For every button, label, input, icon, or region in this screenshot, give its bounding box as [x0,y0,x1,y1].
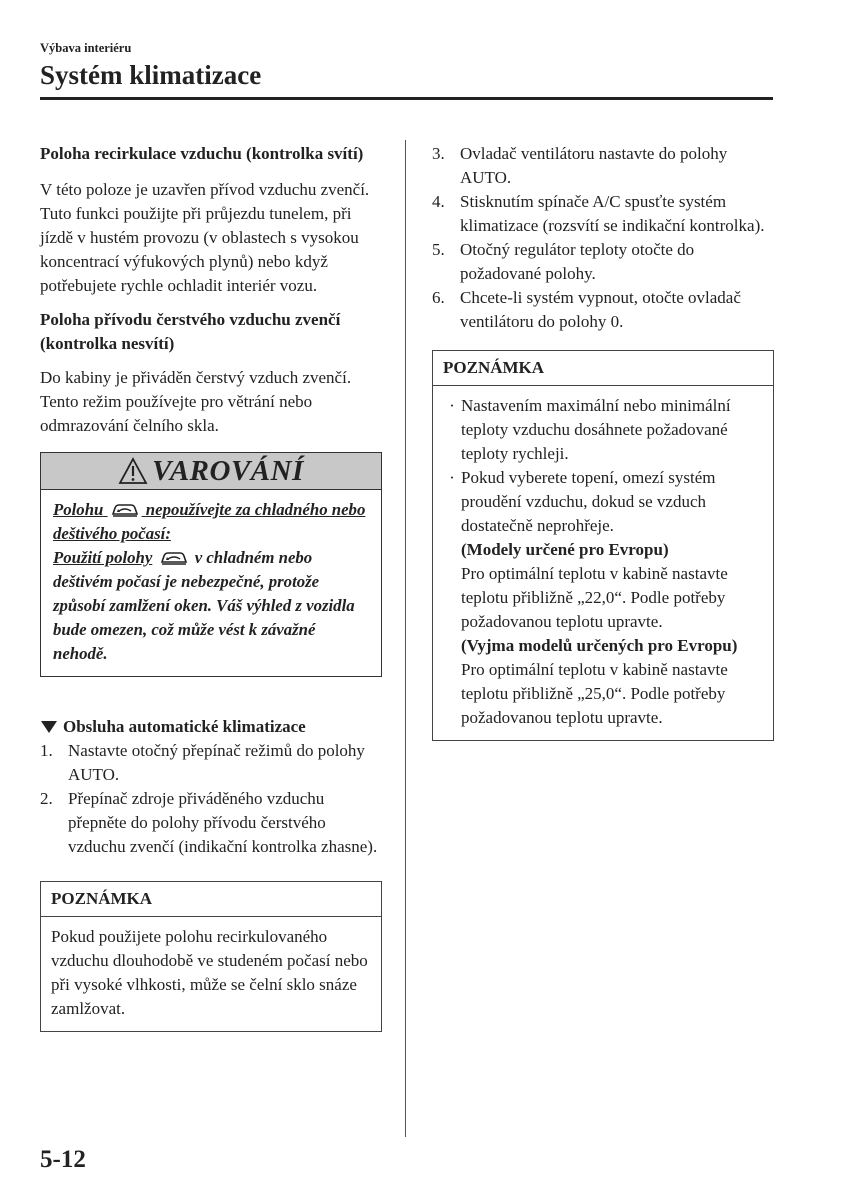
note-title: POZNÁMKA [433,351,773,386]
step-text: Stisknutím spínače A/C spusťte systém klimatizace (rozsvítí se indikační kontrolka). [460,192,765,235]
warning-line1-end: nepoužívejte za chladného nebo deštivého počasí: [53,500,366,543]
triangle-down-icon [41,721,57,733]
recirculation-car-icon [159,548,189,566]
step-number: 3. [432,144,445,163]
step-text: Přepínač zdroje přiváděného vzduchu přepněte do polohy přívodu čerstvého vzduchu zvenčí (indikační kontrolka zhasne). [68,789,378,856]
right-column [432,142,774,741]
warning-body [41,490,381,676]
warning-title: VAROVÁNÍ [152,455,304,487]
header-rule [40,97,773,100]
non-europe-text: Pro optimální teplotu v kabině nastavte teplotu přibližně „25,0“. Podle potřeby požadovanou teplotu upravte. [461,660,728,727]
list-item [432,286,774,334]
warning-box [40,452,382,677]
europe-heading: (Modely určené pro Evropu) [461,540,669,559]
warning-line2-start: Použití polohy [53,548,153,567]
recirculation-heading: Poloha recirkulace vzduchu (kontrolka svítí) [40,144,364,163]
note-text: Pokud použijete polohu recirkulovaného vzduchu dlouhodobě ve studeném počasí nebo při vysoké vlhkosti, může se čelní sklo snáze zamlžovat. [51,927,368,1018]
list-item [432,238,774,286]
step-number: 2. [40,789,53,808]
note-content [433,386,773,740]
auto-climate-heading-text: Obsluha automatické klimatizace [63,717,306,736]
bullet-text: Nastavením maximální nebo minimální teploty vzduchu dosáhnete požadované teploty rychleji. [461,396,731,463]
list-item [432,142,774,190]
warning-line2-end: v chladném nebo deštivém počasí je nebezpečné, protože způsobí zamlžení oken. Váš výhled z vozidla bude omezen, což může vést k závažné nehodě. [53,548,355,663]
bullet-dot: · [449,396,455,415]
list-item [443,466,763,538]
step-number: 5. [432,240,445,259]
note-bullets [443,394,763,538]
list-item [40,787,382,859]
note-box-left [40,881,382,1032]
warning-triangle-icon [118,457,148,485]
fresh-air-heading: Poloha přívodu čerstvého vzduchu zvenčí (kontrolka nesvítí) [40,310,341,353]
warning-header [41,453,381,490]
step-text: Chcete-li systém vypnout, otočte ovladač ventilátoru do polohy 0. [460,288,741,331]
bullet-text: Pokud vyberete topení, omezí systém proudění vzduchu, dokud se vzduch dostatečně neprohřeje. [461,468,716,535]
step-number: 4. [432,192,445,211]
steps-list-left [40,739,382,859]
steps-list-right [432,142,774,334]
page-title: Systém klimatizace [40,60,262,90]
non-europe-heading: (Vyjma modelů určených pro Evropu) [461,636,738,655]
column-divider [405,140,406,1137]
auto-climate-heading [40,715,382,739]
note-box-right [432,350,774,741]
list-item [443,394,763,466]
list-item [432,190,774,238]
bullet-dot: · [449,468,455,487]
step-text: Ovladač ventilátoru nastavte do polohy AUTO. [460,144,728,187]
step-number: 6. [432,288,445,307]
left-column [40,142,382,1032]
section-label: Výbava interiéru [40,41,132,55]
step-text: Otočný regulátor teploty otočte do požadované polohy. [460,240,695,283]
page-number: 5-12 [40,1146,86,1173]
recirculation-text: V této poloze je uzavřen přívod vzduchu zvenčí. Tuto funkci použijte při průjezdu tunelem, při jízdě v hustém provozu (v oblastech s vysokou koncentrací výfukových plynů) nebo když potřebujete rychle ochladit interiér vozu. [40,180,370,295]
note-title: POZNÁMKA [41,882,381,917]
warning-line1-start: Polohu [53,500,104,519]
step-text: Nastavte otočný přepínač režimů do polohy AUTO. [68,741,365,784]
europe-text: Pro optimální teplotu v kabině nastavte teplotu přibližně „22,0“. Podle potřeby požadovanou teplotu upravte. [461,564,728,631]
recirculation-car-icon [110,500,140,518]
fresh-air-text: Do kabiny je přiváděn čerstvý vzduch zvenčí. Tento režim používejte pro větrání nebo odmrazování čelního skla. [40,368,352,435]
step-number: 1. [40,741,53,760]
list-item [40,739,382,787]
